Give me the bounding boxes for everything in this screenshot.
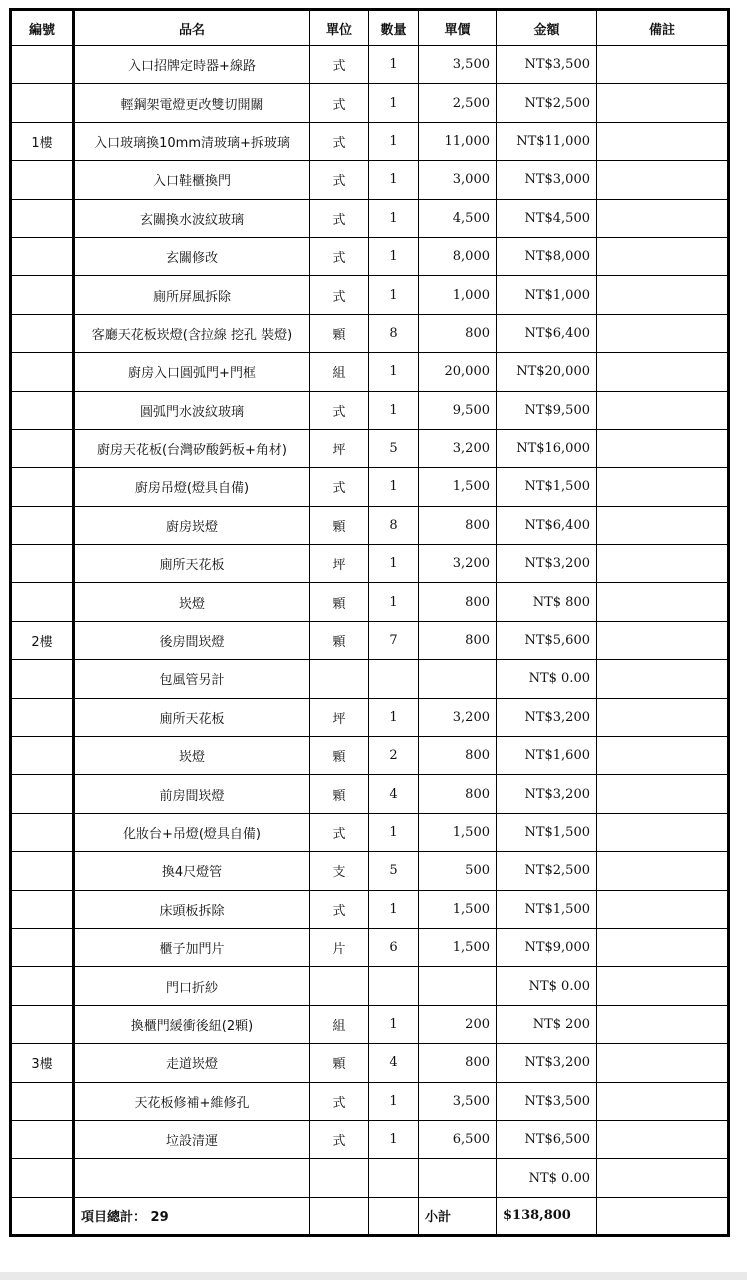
item-note bbox=[597, 391, 729, 429]
item-qty: 1 bbox=[369, 1005, 419, 1043]
table-row bbox=[11, 1120, 729, 1158]
row-no: 2樓 bbox=[11, 621, 74, 659]
row-no bbox=[11, 391, 74, 429]
item-price: 3,500 bbox=[419, 46, 497, 84]
item-name: 入口鞋櫃換門 bbox=[74, 161, 310, 199]
item-total-label: 項目總計： 29 bbox=[74, 1197, 310, 1235]
item-name: 前房間崁燈 bbox=[74, 775, 310, 813]
item-unit: 片 bbox=[310, 928, 369, 966]
item-name bbox=[74, 1159, 310, 1197]
item-unit: 坪 bbox=[310, 698, 369, 736]
item-unit: 式 bbox=[310, 161, 369, 199]
item-qty bbox=[369, 1159, 419, 1197]
item-price bbox=[419, 1159, 497, 1197]
item-note bbox=[597, 698, 729, 736]
row-no bbox=[11, 46, 74, 84]
item-name: 廁所天花板 bbox=[74, 698, 310, 736]
item-name: 換4尺燈管 bbox=[74, 852, 310, 890]
item-qty: 1 bbox=[369, 583, 419, 621]
item-amount: NT$3,500 bbox=[497, 46, 597, 84]
item-unit: 式 bbox=[310, 237, 369, 275]
item-unit: 式 bbox=[310, 1082, 369, 1120]
item-unit: 支 bbox=[310, 852, 369, 890]
item-note bbox=[597, 967, 729, 1005]
item-price: 6,500 bbox=[419, 1120, 497, 1158]
item-unit: 顆 bbox=[310, 775, 369, 813]
item-price: 8,000 bbox=[419, 237, 497, 275]
item-unit: 組 bbox=[310, 353, 369, 391]
item-name: 床頭板拆除 bbox=[74, 890, 310, 928]
item-qty: 1 bbox=[369, 890, 419, 928]
item-unit: 顆 bbox=[310, 1044, 369, 1082]
item-note bbox=[597, 928, 729, 966]
item-amount: NT$3,200 bbox=[497, 698, 597, 736]
table-row bbox=[11, 199, 729, 237]
row-no bbox=[11, 237, 74, 275]
item-name: 入口玻璃換10mm清玻璃+拆玻璃 bbox=[74, 122, 310, 160]
table-row bbox=[11, 737, 729, 775]
table-row bbox=[11, 237, 729, 275]
item-price: 3,200 bbox=[419, 429, 497, 467]
item-qty: 1 bbox=[369, 122, 419, 160]
item-amount: NT$4,500 bbox=[497, 199, 597, 237]
table-row bbox=[11, 928, 729, 966]
item-amount: NT$1,500 bbox=[497, 468, 597, 506]
item-note bbox=[597, 1082, 729, 1120]
item-note bbox=[597, 583, 729, 621]
table-row bbox=[11, 122, 729, 160]
item-amount: NT$3,500 bbox=[497, 1082, 597, 1120]
row-no bbox=[11, 890, 74, 928]
item-name: 玄關修改 bbox=[74, 237, 310, 275]
item-note bbox=[597, 84, 729, 122]
item-name: 玄關換水波紋玻璃 bbox=[74, 199, 310, 237]
row-no bbox=[11, 545, 74, 583]
table-row bbox=[11, 46, 729, 84]
item-price: 3,200 bbox=[419, 698, 497, 736]
row-no bbox=[11, 1005, 74, 1043]
item-amount: NT$3,200 bbox=[497, 545, 597, 583]
item-qty: 1 bbox=[369, 46, 419, 84]
item-note bbox=[597, 545, 729, 583]
item-unit bbox=[310, 1159, 369, 1197]
item-price bbox=[419, 660, 497, 698]
item-note bbox=[597, 1120, 729, 1158]
item-qty: 1 bbox=[369, 1120, 419, 1158]
item-name: 廚房崁燈 bbox=[74, 506, 310, 544]
header-note: 備註 bbox=[597, 10, 729, 46]
item-amount: NT$2,500 bbox=[497, 84, 597, 122]
item-note bbox=[597, 506, 729, 544]
table-row bbox=[11, 813, 729, 851]
item-note bbox=[597, 468, 729, 506]
row-no bbox=[11, 967, 74, 1005]
item-amount: NT$20,000 bbox=[497, 353, 597, 391]
item-amount: NT$6,400 bbox=[497, 506, 597, 544]
item-qty: 7 bbox=[369, 621, 419, 659]
item-note bbox=[597, 314, 729, 352]
item-unit: 式 bbox=[310, 199, 369, 237]
item-name: 後房間崁燈 bbox=[74, 621, 310, 659]
row-no bbox=[11, 698, 74, 736]
total-row bbox=[11, 1197, 729, 1235]
item-unit bbox=[310, 660, 369, 698]
item-note bbox=[597, 890, 729, 928]
item-qty: 1 bbox=[369, 1082, 419, 1120]
row-no bbox=[11, 84, 74, 122]
item-price: 9,500 bbox=[419, 391, 497, 429]
header-row bbox=[11, 10, 729, 46]
table-row bbox=[11, 429, 729, 467]
table-row bbox=[11, 660, 729, 698]
item-price: 200 bbox=[419, 1005, 497, 1043]
row-no bbox=[11, 468, 74, 506]
item-qty: 8 bbox=[369, 506, 419, 544]
item-qty: 1 bbox=[369, 813, 419, 851]
item-amount: NT$16,000 bbox=[497, 429, 597, 467]
item-price: 800 bbox=[419, 583, 497, 621]
table-row bbox=[11, 314, 729, 352]
table-row bbox=[11, 161, 729, 199]
item-price: 3,000 bbox=[419, 161, 497, 199]
item-unit: 式 bbox=[310, 1120, 369, 1158]
item-price: 1,500 bbox=[419, 813, 497, 851]
row-no bbox=[11, 276, 74, 314]
item-qty: 4 bbox=[369, 775, 419, 813]
table-row bbox=[11, 1044, 729, 1082]
item-unit: 式 bbox=[310, 391, 369, 429]
item-note bbox=[597, 813, 729, 851]
item-amount: NT$3,200 bbox=[497, 775, 597, 813]
item-unit: 式 bbox=[310, 276, 369, 314]
item-note bbox=[597, 1159, 729, 1197]
row-no bbox=[11, 199, 74, 237]
item-price: 500 bbox=[419, 852, 497, 890]
item-amount: NT$ 200 bbox=[497, 1005, 597, 1043]
item-name: 走道崁燈 bbox=[74, 1044, 310, 1082]
item-amount: NT$6,400 bbox=[497, 314, 597, 352]
item-price: 1,500 bbox=[419, 468, 497, 506]
item-qty: 1 bbox=[369, 276, 419, 314]
item-note bbox=[597, 161, 729, 199]
table-row bbox=[11, 1005, 729, 1043]
row-no bbox=[11, 429, 74, 467]
item-qty: 1 bbox=[369, 468, 419, 506]
item-qty: 1 bbox=[369, 84, 419, 122]
item-note bbox=[597, 737, 729, 775]
item-amount: NT$ 0.00 bbox=[497, 967, 597, 1005]
item-price: 1,000 bbox=[419, 276, 497, 314]
item-name: 入口招牌定時器+線路 bbox=[74, 46, 310, 84]
page-bottom-edge bbox=[0, 1272, 747, 1280]
item-note bbox=[597, 775, 729, 813]
item-amount: NT$9,500 bbox=[497, 391, 597, 429]
table-row bbox=[11, 852, 729, 890]
item-name: 廚房吊燈(燈具自備) bbox=[74, 468, 310, 506]
item-amount: NT$5,600 bbox=[497, 621, 597, 659]
row-no bbox=[11, 813, 74, 851]
item-note bbox=[597, 237, 729, 275]
item-name: 包風管另計 bbox=[74, 660, 310, 698]
item-unit: 式 bbox=[310, 84, 369, 122]
header-qty: 數量 bbox=[369, 10, 419, 46]
row-no bbox=[11, 1120, 74, 1158]
table-row bbox=[11, 1082, 729, 1120]
item-qty: 2 bbox=[369, 737, 419, 775]
item-note bbox=[597, 46, 729, 84]
item-price: 20,000 bbox=[419, 353, 497, 391]
item-unit: 顆 bbox=[310, 314, 369, 352]
table-row bbox=[11, 84, 729, 122]
total-unit-cell bbox=[310, 1197, 369, 1235]
item-name: 垃設清運 bbox=[74, 1120, 310, 1158]
table-row bbox=[11, 506, 729, 544]
item-unit: 式 bbox=[310, 122, 369, 160]
item-note bbox=[597, 122, 729, 160]
item-amount: NT$ 0.00 bbox=[497, 1159, 597, 1197]
row-no bbox=[11, 775, 74, 813]
table-row bbox=[11, 698, 729, 736]
item-note bbox=[597, 660, 729, 698]
item-amount: NT$2,500 bbox=[497, 852, 597, 890]
item-amount: NT$8,000 bbox=[497, 237, 597, 275]
item-name: 客廳天花板崁燈(含拉線 挖孔 裝燈) bbox=[74, 314, 310, 352]
subtotal-value: $138,800 bbox=[497, 1197, 597, 1235]
header-name: 品名 bbox=[74, 10, 310, 46]
item-name: 天花板修補+維修孔 bbox=[74, 1082, 310, 1120]
table-row bbox=[11, 545, 729, 583]
item-qty: 8 bbox=[369, 314, 419, 352]
item-unit: 式 bbox=[310, 468, 369, 506]
item-name: 換櫃門緩衝後紐(2顆) bbox=[74, 1005, 310, 1043]
item-unit: 坪 bbox=[310, 429, 369, 467]
header-no: 編號 bbox=[11, 10, 74, 46]
total-qty-cell bbox=[369, 1197, 419, 1235]
item-price: 1,500 bbox=[419, 928, 497, 966]
item-qty: 1 bbox=[369, 161, 419, 199]
item-amount: NT$3,000 bbox=[497, 161, 597, 199]
table-body bbox=[11, 46, 729, 1198]
table-row bbox=[11, 391, 729, 429]
item-price: 2,500 bbox=[419, 84, 497, 122]
item-qty: 1 bbox=[369, 237, 419, 275]
row-no bbox=[11, 314, 74, 352]
item-unit: 式 bbox=[310, 890, 369, 928]
item-price: 800 bbox=[419, 506, 497, 544]
item-qty: 5 bbox=[369, 852, 419, 890]
item-amount: NT$ 800 bbox=[497, 583, 597, 621]
item-unit: 顆 bbox=[310, 621, 369, 659]
item-price: 3,200 bbox=[419, 545, 497, 583]
item-amount: NT$1,500 bbox=[497, 813, 597, 851]
item-price: 800 bbox=[419, 314, 497, 352]
item-qty: 5 bbox=[369, 429, 419, 467]
header-price: 單價 bbox=[419, 10, 497, 46]
item-amount: NT$6,500 bbox=[497, 1120, 597, 1158]
item-note bbox=[597, 1044, 729, 1082]
table-row bbox=[11, 468, 729, 506]
row-no bbox=[11, 1159, 74, 1197]
item-price: 800 bbox=[419, 621, 497, 659]
row-no bbox=[11, 353, 74, 391]
item-name: 輕鋼架電燈更改雙切開關 bbox=[74, 84, 310, 122]
item-price: 11,000 bbox=[419, 122, 497, 160]
item-qty bbox=[369, 660, 419, 698]
item-amount: NT$1,600 bbox=[497, 737, 597, 775]
item-name: 廚房天花板(台灣矽酸鈣板+角材) bbox=[74, 429, 310, 467]
item-price: 4,500 bbox=[419, 199, 497, 237]
item-note bbox=[597, 1005, 729, 1043]
item-name: 廁所屏風拆除 bbox=[74, 276, 310, 314]
item-unit: 顆 bbox=[310, 506, 369, 544]
row-no bbox=[11, 928, 74, 966]
item-qty: 1 bbox=[369, 199, 419, 237]
table-row bbox=[11, 1159, 729, 1197]
item-qty: 6 bbox=[369, 928, 419, 966]
item-unit: 式 bbox=[310, 46, 369, 84]
row-no bbox=[11, 161, 74, 199]
item-note bbox=[597, 199, 729, 237]
item-name: 崁燈 bbox=[74, 737, 310, 775]
item-amount: NT$1,000 bbox=[497, 276, 597, 314]
table-row bbox=[11, 583, 729, 621]
item-amount: NT$9,000 bbox=[497, 928, 597, 966]
row-no bbox=[11, 583, 74, 621]
item-qty: 1 bbox=[369, 353, 419, 391]
item-note bbox=[597, 852, 729, 890]
item-name: 廚房入口圓弧門+門框 bbox=[74, 353, 310, 391]
quotation-table bbox=[9, 8, 730, 1237]
row-no bbox=[11, 660, 74, 698]
item-price: 3,500 bbox=[419, 1082, 497, 1120]
item-note bbox=[597, 353, 729, 391]
table-row bbox=[11, 775, 729, 813]
item-name: 崁燈 bbox=[74, 583, 310, 621]
item-qty: 1 bbox=[369, 391, 419, 429]
table-row bbox=[11, 890, 729, 928]
subtotal-label: 小計 bbox=[419, 1197, 497, 1235]
header-unit: 單位 bbox=[310, 10, 369, 46]
item-name: 化妝台+吊燈(燈具自備) bbox=[74, 813, 310, 851]
item-unit: 組 bbox=[310, 1005, 369, 1043]
item-amount: NT$ 0.00 bbox=[497, 660, 597, 698]
table-row bbox=[11, 276, 729, 314]
row-no: 3樓 bbox=[11, 1044, 74, 1082]
row-no bbox=[11, 506, 74, 544]
item-amount: NT$1,500 bbox=[497, 890, 597, 928]
item-unit bbox=[310, 967, 369, 1005]
item-note bbox=[597, 429, 729, 467]
item-amount: NT$3,200 bbox=[497, 1044, 597, 1082]
item-unit: 顆 bbox=[310, 583, 369, 621]
item-name: 櫃子加門片 bbox=[74, 928, 310, 966]
table-row bbox=[11, 621, 729, 659]
header-amount: 金額 bbox=[497, 10, 597, 46]
item-price: 800 bbox=[419, 775, 497, 813]
total-note-cell bbox=[597, 1197, 729, 1235]
item-name: 圓弧門水波紋玻璃 bbox=[74, 391, 310, 429]
item-qty bbox=[369, 967, 419, 1005]
item-note bbox=[597, 276, 729, 314]
item-qty: 1 bbox=[369, 698, 419, 736]
table-row bbox=[11, 353, 729, 391]
item-qty: 4 bbox=[369, 1044, 419, 1082]
item-amount: NT$11,000 bbox=[497, 122, 597, 160]
item-price: 800 bbox=[419, 737, 497, 775]
row-no: 1樓 bbox=[11, 122, 74, 160]
item-price bbox=[419, 967, 497, 1005]
item-name: 廁所天花板 bbox=[74, 545, 310, 583]
item-price: 1,500 bbox=[419, 890, 497, 928]
row-no bbox=[11, 1082, 74, 1120]
item-unit: 坪 bbox=[310, 545, 369, 583]
item-note bbox=[597, 621, 729, 659]
item-name: 門口折紗 bbox=[74, 967, 310, 1005]
item-price: 800 bbox=[419, 1044, 497, 1082]
total-no-cell bbox=[11, 1197, 74, 1235]
item-unit: 顆 bbox=[310, 737, 369, 775]
item-qty: 1 bbox=[369, 545, 419, 583]
table-row bbox=[11, 967, 729, 1005]
item-unit: 式 bbox=[310, 813, 369, 851]
row-no bbox=[11, 737, 74, 775]
row-no bbox=[11, 852, 74, 890]
